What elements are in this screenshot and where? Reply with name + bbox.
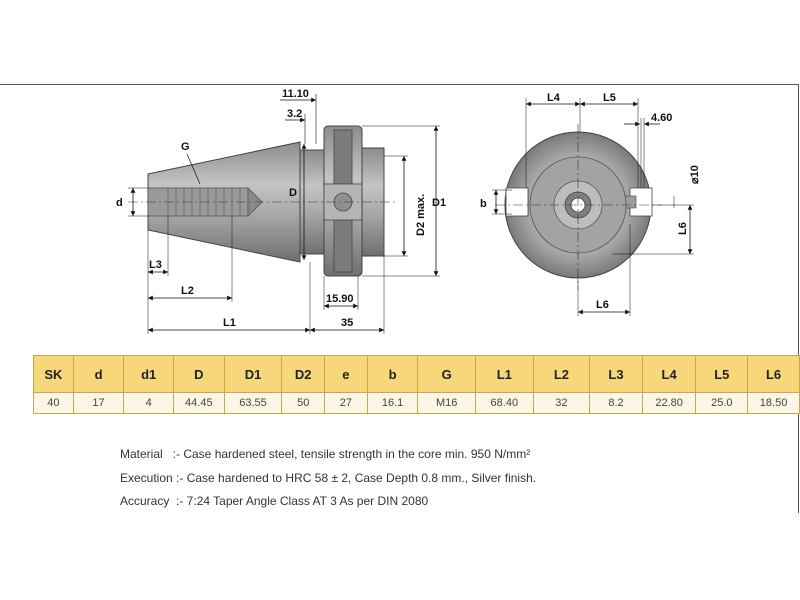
table-cell: 16.1 bbox=[367, 393, 418, 414]
column-header: b bbox=[367, 356, 418, 393]
spec-table bbox=[33, 355, 800, 414]
column-header: L1 bbox=[475, 356, 533, 393]
table-cell: 40 bbox=[34, 393, 74, 414]
table-row bbox=[34, 393, 800, 414]
table-header-row bbox=[34, 356, 800, 393]
D1-label: D1 bbox=[432, 197, 447, 209]
column-header: L4 bbox=[642, 356, 696, 393]
table-cell: 44.45 bbox=[173, 393, 224, 414]
L2-label: L2 bbox=[181, 285, 194, 297]
column-header: L3 bbox=[590, 356, 643, 393]
L1-label: L1 bbox=[223, 317, 236, 329]
column-header: D2 bbox=[282, 356, 325, 393]
dim-11-10-label: 11.10 bbox=[282, 88, 309, 100]
column-header: D1 bbox=[224, 356, 282, 393]
table-cell: 32 bbox=[533, 393, 590, 414]
table-cell: 27 bbox=[325, 393, 368, 414]
dim-4-60-label: 4.60 bbox=[651, 112, 673, 124]
column-header: d bbox=[73, 356, 124, 393]
column-header: SK bbox=[34, 356, 74, 393]
dim-3-2-label: 3.2 bbox=[287, 108, 303, 120]
table-cell: 17 bbox=[73, 393, 124, 414]
L4-label: L4 bbox=[547, 92, 560, 104]
dim-35-label: 35 bbox=[341, 317, 354, 329]
column-header: e bbox=[325, 356, 368, 393]
table-cell: 50 bbox=[282, 393, 325, 414]
dim-15-90-label: 15.90 bbox=[326, 293, 354, 305]
column-header: D bbox=[173, 356, 224, 393]
table-cell: 8.2 bbox=[590, 393, 643, 414]
D-label: D bbox=[289, 187, 297, 199]
L5-label: L5 bbox=[603, 92, 616, 104]
L6-right-label: L6 bbox=[677, 222, 689, 235]
L3-label: L3 bbox=[149, 259, 162, 271]
b-label: b bbox=[480, 198, 487, 210]
g-label: G bbox=[181, 141, 190, 153]
table-cell: 25.0 bbox=[696, 393, 748, 414]
technical-drawing bbox=[0, 84, 798, 354]
execution-note: Execution :- Case hardened to HRC 58 ± 2, Case Depth 0.8 mm., Silver finish. bbox=[120, 471, 537, 485]
table-cell: 22.80 bbox=[642, 393, 696, 414]
table-cell: 18.50 bbox=[748, 393, 800, 414]
column-header: L5 bbox=[696, 356, 748, 393]
phi10-label: ⌀10 bbox=[689, 165, 701, 184]
accuracy-note: Accuracy :- 7:24 Taper Angle Class AT 3 As per DIN 2080 bbox=[120, 494, 429, 508]
column-header: L2 bbox=[533, 356, 590, 393]
table-cell: M16 bbox=[418, 393, 476, 414]
material-note: Material :- Case hardened steel, tensile strength in the core min. 950 N/mm² bbox=[120, 447, 531, 461]
column-header: L6 bbox=[748, 356, 800, 393]
column-header: G bbox=[418, 356, 476, 393]
drive-slot-left bbox=[506, 188, 528, 216]
table-cell: 4 bbox=[124, 393, 174, 414]
column-header: d1 bbox=[124, 356, 174, 393]
L6-bottom-label: L6 bbox=[596, 299, 609, 311]
end-view bbox=[480, 92, 701, 316]
table-cell: 68.40 bbox=[475, 393, 533, 414]
D2max-label: D2 max. bbox=[415, 193, 427, 236]
table-cell: 63.55 bbox=[224, 393, 282, 414]
side-view bbox=[116, 88, 446, 334]
d-label: d bbox=[116, 197, 123, 209]
